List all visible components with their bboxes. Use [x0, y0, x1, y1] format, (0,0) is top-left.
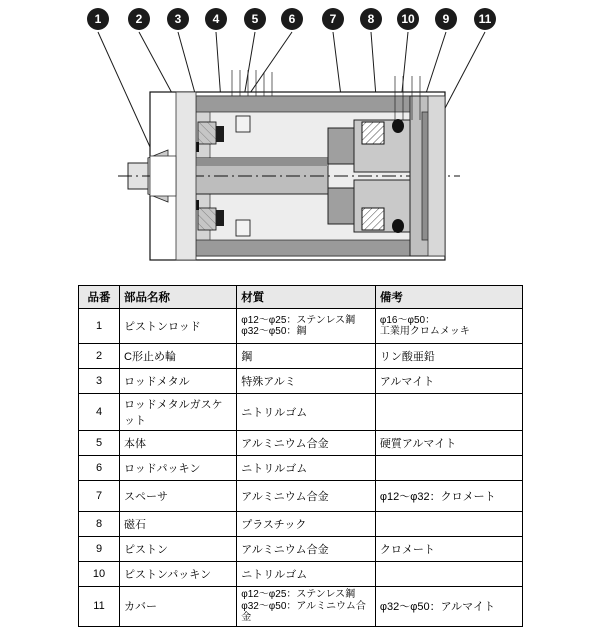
callout-badge: 2	[128, 8, 150, 30]
callout-badge: 9	[435, 8, 457, 30]
table-row	[79, 309, 523, 344]
callout-badge: 10	[397, 8, 419, 30]
callout-badge: 6	[281, 8, 303, 30]
cell-remark	[375, 512, 522, 537]
callout-badge: 8	[360, 8, 382, 30]
cell-part-name: カバー	[120, 587, 237, 627]
callout-badge: 7	[322, 8, 344, 30]
cell-material: プラスチック	[237, 512, 376, 537]
table-row	[79, 369, 523, 394]
cell-material: 鋼	[237, 344, 376, 369]
callout-badge: 1	[87, 8, 109, 30]
table-row	[79, 512, 523, 537]
cell-part-name: ロッドメタル	[120, 369, 237, 394]
cell-remark: アルマイト	[375, 369, 522, 394]
cell-material: φ12～φ25：ステンレス鋼 φ32～φ50：鋼	[237, 309, 376, 344]
cell-material: アルミニウム合金	[237, 431, 376, 456]
cell-material: アルミニウム合金	[237, 537, 376, 562]
cell-material: 特殊アルミ	[237, 369, 376, 394]
cell-no: 8	[79, 512, 120, 537]
cylinder-cross-section-drawing	[0, 0, 600, 290]
table-row	[79, 394, 523, 431]
cell-material: アルミニウム合金	[237, 481, 376, 512]
column-header-material: 材質	[237, 286, 376, 309]
cell-remark: クロメート	[375, 537, 522, 562]
cell-remark	[375, 562, 522, 587]
cell-material: ニトリルゴム	[237, 562, 376, 587]
cell-no: 9	[79, 537, 120, 562]
column-header-name: 部品名称	[120, 286, 237, 309]
column-header-remark: 備考	[375, 286, 522, 309]
cell-part-name: 本体	[120, 431, 237, 456]
cell-remark: 硬質アルマイト	[375, 431, 522, 456]
cell-remark: リン酸亜鉛	[375, 344, 522, 369]
cell-no: 4	[79, 394, 120, 431]
callout-badge: 5	[244, 8, 266, 30]
table-row	[79, 562, 523, 587]
cell-part-name: スペーサ	[120, 481, 237, 512]
table-row	[79, 481, 523, 512]
cell-part-name: ピストン	[120, 537, 237, 562]
cell-remark	[375, 456, 522, 481]
parts-table	[78, 285, 523, 627]
cell-part-name: ピストンパッキン	[120, 562, 237, 587]
table-row	[79, 587, 523, 627]
cell-no: 7	[79, 481, 120, 512]
cell-part-name: ピストンロッド	[120, 309, 237, 344]
cell-no: 10	[79, 562, 120, 587]
cell-no: 1	[79, 309, 120, 344]
cell-remark: φ16～φ50： 工業用クロムメッキ	[375, 309, 522, 344]
cell-part-name: ロッドパッキン	[120, 456, 237, 481]
cell-remark	[375, 394, 522, 431]
cell-remark: φ32～φ50：アルマイト	[375, 587, 522, 627]
table-row	[79, 431, 523, 456]
cell-part-name: C形止め輪	[120, 344, 237, 369]
callout-badge: 4	[205, 8, 227, 30]
cell-part-name: ロッドメタルガスケット	[120, 394, 237, 431]
cell-material: ニトリルゴム	[237, 394, 376, 431]
callout-badge: 3	[167, 8, 189, 30]
cell-remark: φ12～φ32：クロメート	[375, 481, 522, 512]
table-row	[79, 537, 523, 562]
table-body	[79, 309, 523, 627]
cell-part-name: 磁石	[120, 512, 237, 537]
column-header-no: 品番	[79, 286, 120, 309]
table-row	[79, 456, 523, 481]
callout-badge: 11	[474, 8, 496, 30]
cell-no: 5	[79, 431, 120, 456]
cell-no: 6	[79, 456, 120, 481]
cell-material: ニトリルゴム	[237, 456, 376, 481]
cell-no: 11	[79, 587, 120, 627]
table-row	[79, 344, 523, 369]
cell-material: φ12～φ25：ステンレス鋼 φ32～φ50：アルミニウム合金	[237, 587, 376, 627]
cell-no: 3	[79, 369, 120, 394]
cell-no: 2	[79, 344, 120, 369]
